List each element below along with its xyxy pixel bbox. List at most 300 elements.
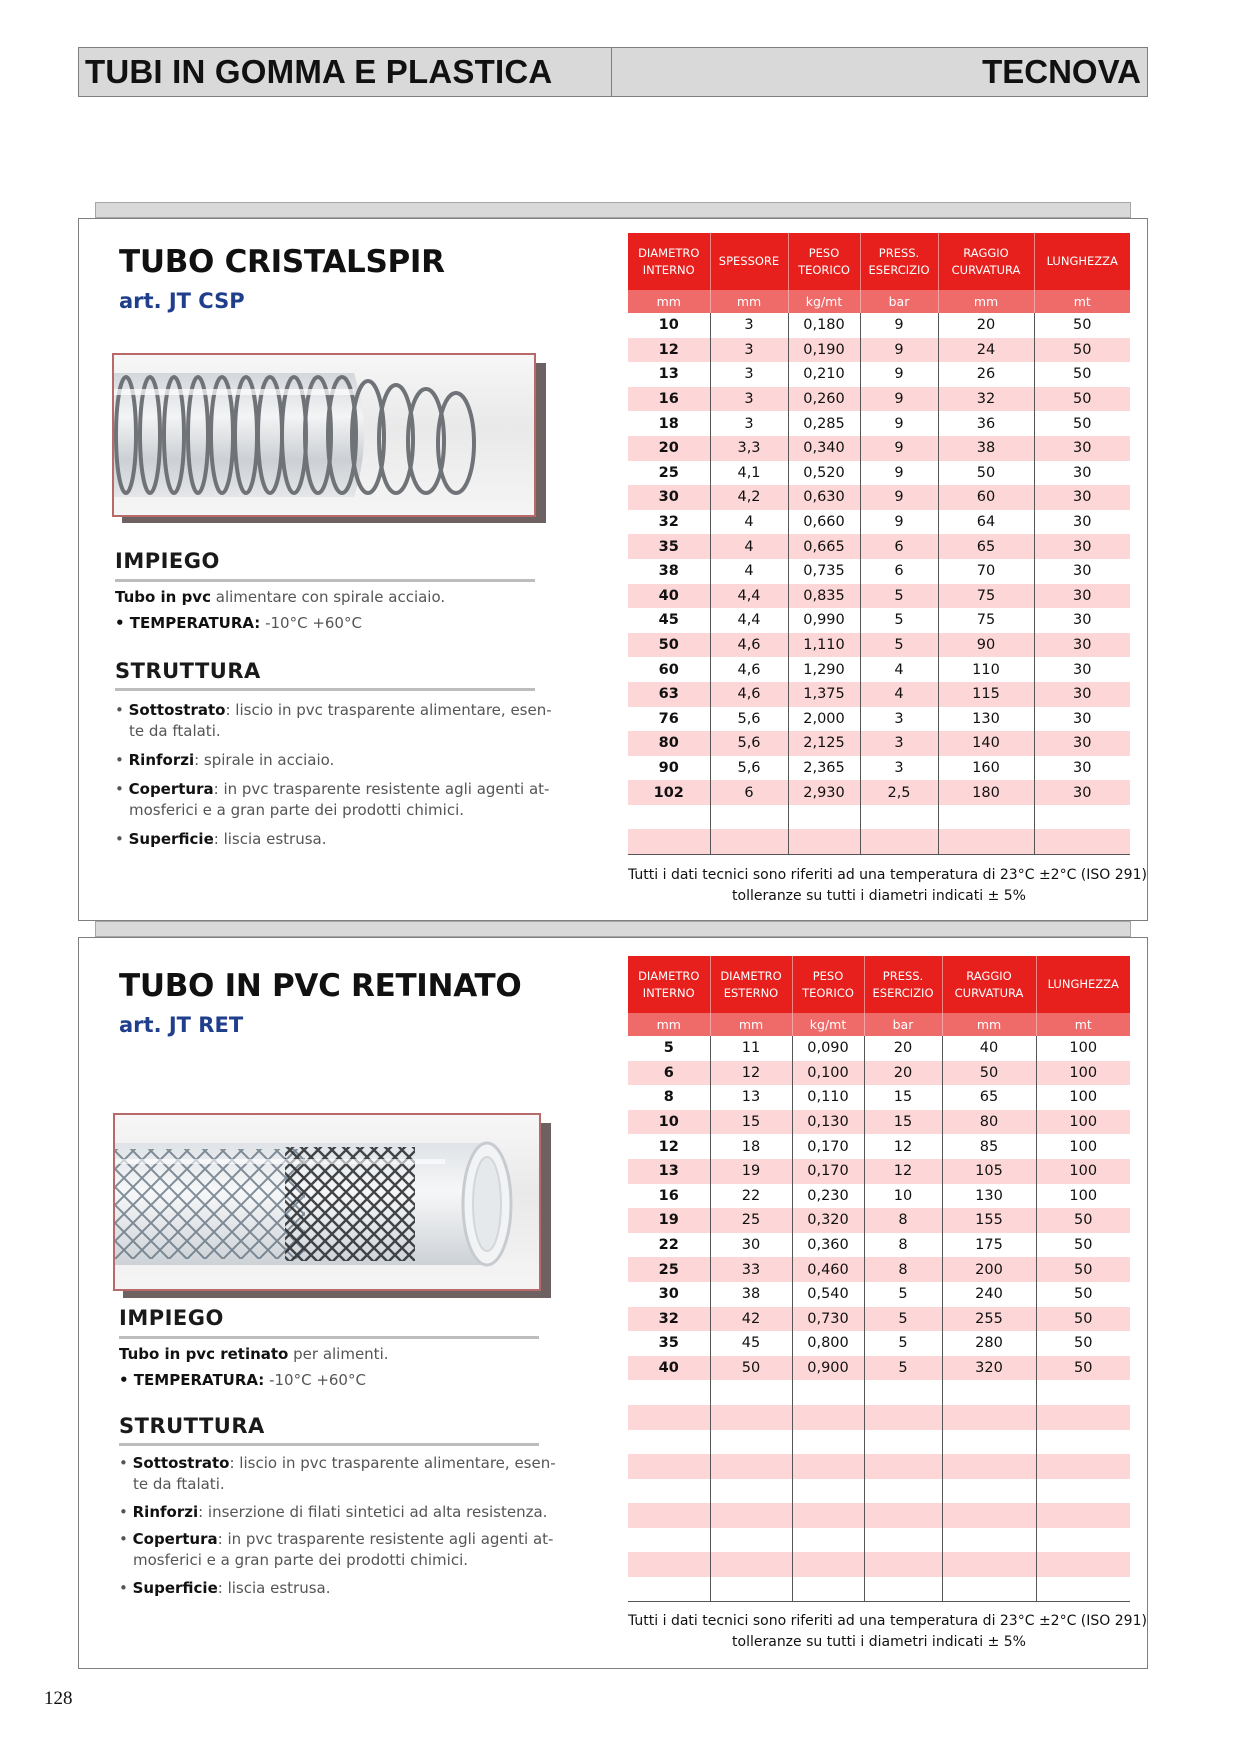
table-cell: 30 (628, 1282, 710, 1307)
table-cell: 2,365 (788, 756, 860, 781)
struttura-item: • Copertura: in pvc trasparente resistente agli agenti at- (115, 780, 550, 798)
unit-cell: mm (938, 290, 1034, 313)
table-cell: 100 (1036, 1134, 1130, 1159)
table-cell: 90 (938, 633, 1034, 658)
table-cell (1036, 1479, 1130, 1504)
table-cell: 0,260 (788, 387, 860, 412)
table-cell (710, 1380, 792, 1405)
table-cell: 4 (860, 682, 938, 707)
table-cell (1034, 805, 1130, 830)
table-row (628, 1454, 1130, 1479)
table-row (628, 411, 1130, 436)
table-cell (942, 1405, 1036, 1430)
table-cell: 1,375 (788, 682, 860, 707)
col-header-lunghezza: LUNGHEZZA (1034, 233, 1130, 290)
table-row (628, 707, 1130, 732)
table-row (628, 780, 1130, 805)
table-row (628, 584, 1130, 609)
category-title: TUBI IN GOMMA E PLASTICA (79, 48, 612, 96)
table-row (628, 1380, 1130, 1405)
table-cell: 180 (938, 780, 1034, 805)
table-cell: 40 (628, 584, 710, 609)
table-cell: 0,190 (788, 338, 860, 363)
table-cell: 13 (628, 362, 710, 387)
table-cell: 0,990 (788, 608, 860, 633)
table-cell: 85 (942, 1134, 1036, 1159)
table-cell: 80 (628, 731, 710, 756)
table-cell (1034, 829, 1130, 854)
section-divider (115, 579, 535, 582)
unit-cell: bar (864, 1013, 942, 1036)
table-cell: 9 (860, 510, 938, 535)
spiral-hose-icon (114, 355, 534, 515)
table-cell (628, 1503, 710, 1528)
table-cell (1036, 1430, 1130, 1455)
table-cell: 110 (938, 657, 1034, 682)
table-cell: 12 (864, 1159, 942, 1184)
table-cell (864, 1405, 942, 1430)
table-cell: 8 (864, 1208, 942, 1233)
table-cell (864, 1454, 942, 1479)
table-cell: 30 (1034, 756, 1130, 781)
braided-hose-icon (115, 1115, 539, 1289)
section-divider (119, 1443, 539, 1446)
table-cell: 8 (628, 1085, 710, 1110)
product-panel-2 (78, 937, 1148, 1669)
struttura-item-cont: te da ftalati. (133, 1475, 225, 1493)
table-row (628, 1577, 1130, 1602)
table-row (628, 313, 1130, 338)
table-cell: 30 (1034, 485, 1130, 510)
table-row (628, 1134, 1130, 1159)
table-cell: 50 (938, 461, 1034, 486)
struttura-item: • Sottostrato: liscio in pvc trasparente alimentare, esen- (115, 701, 552, 719)
col-header-diametro-interno: DIAMETRO INTERNO (628, 956, 710, 1013)
table-row (628, 1479, 1130, 1504)
page-number: 128 (44, 1688, 73, 1709)
table-cell: 50 (1036, 1208, 1130, 1233)
table-row (628, 657, 1130, 682)
unit-cell: mm (628, 1013, 710, 1036)
impiego-text: Tubo in pvc alimentare con spirale acciaio. (115, 588, 446, 606)
table-cell: 50 (1034, 387, 1130, 412)
table-row (628, 534, 1130, 559)
table-cell: 45 (710, 1331, 792, 1356)
table-cell: 33 (710, 1257, 792, 1282)
page-header (78, 47, 1148, 97)
table-cell: 20 (864, 1036, 942, 1061)
table-cell: 30 (1034, 707, 1130, 732)
table-cell: 3 (710, 362, 788, 387)
table-row (628, 1036, 1130, 1061)
table-cell: 2,000 (788, 707, 860, 732)
table-row (628, 1282, 1130, 1307)
table-cell: 0,285 (788, 411, 860, 436)
table-cell (628, 1552, 710, 1577)
table-row (628, 1430, 1130, 1455)
table-row (628, 1159, 1130, 1184)
table-cell (628, 1454, 710, 1479)
table-cell: 280 (942, 1331, 1036, 1356)
col-header-raggio: RAGGIO CURVATURA (942, 956, 1036, 1013)
table-cell: 255 (942, 1307, 1036, 1332)
col-header-raggio: RAGGIO CURVATURA (938, 233, 1034, 290)
table-cell: 3 (710, 387, 788, 412)
table-cell: 4,1 (710, 461, 788, 486)
table-cell: 20 (628, 436, 710, 461)
table-cell: 90 (628, 756, 710, 781)
struttura-item: • Superficie: liscia estrusa. (115, 830, 327, 848)
table-cell: 5 (860, 608, 938, 633)
table-cell: 20 (864, 1061, 942, 1086)
table-cell: 9 (860, 436, 938, 461)
table-cell (1036, 1552, 1130, 1577)
table-cell: 50 (710, 1356, 792, 1381)
table-cell: 8 (864, 1257, 942, 1282)
table-cell: 13 (710, 1085, 792, 1110)
table-cell: 0,540 (792, 1282, 864, 1307)
impiego-heading: IMPIEGO (119, 1306, 224, 1330)
table-cell: 9 (860, 387, 938, 412)
table-cell: 9 (860, 411, 938, 436)
table-cell: 50 (1036, 1331, 1130, 1356)
table-cell (710, 1454, 792, 1479)
table-row (628, 510, 1130, 535)
table-cell: 105 (942, 1159, 1036, 1184)
table-cell (942, 1528, 1036, 1553)
table-cell: 50 (1036, 1257, 1130, 1282)
table-cell (792, 1528, 864, 1553)
table-cell: 4,6 (710, 657, 788, 682)
table-cell (710, 1503, 792, 1528)
impiego-heading: IMPIEGO (115, 549, 220, 573)
table-cell (710, 805, 788, 830)
table-cell: 2,5 (860, 780, 938, 805)
table-cell: 200 (942, 1257, 1036, 1282)
table-row (628, 1257, 1130, 1282)
table-cell: 155 (942, 1208, 1036, 1233)
table-cell: 4,2 (710, 485, 788, 510)
table-cell (628, 1430, 710, 1455)
table-cell: 50 (628, 633, 710, 658)
table-cell (710, 1577, 792, 1602)
col-header-lunghezza: LUNGHEZZA (1036, 956, 1130, 1013)
table-cell: 5 (860, 584, 938, 609)
table-cell: 63 (628, 682, 710, 707)
col-header-diametro-interno: DIAMETRO INTERNO (628, 233, 710, 290)
table-cell (942, 1380, 1036, 1405)
table-cell: 100 (1036, 1184, 1130, 1209)
table-cell: 100 (1036, 1061, 1130, 1086)
table-cell: 0,100 (792, 1061, 864, 1086)
table-row (628, 1061, 1130, 1086)
table-cell: 3 (860, 731, 938, 756)
unit-cell: mt (1036, 1013, 1130, 1036)
table-row (628, 1528, 1130, 1553)
table-cell: 5 (628, 1036, 710, 1061)
table-cell: 30 (1034, 731, 1130, 756)
table-cell: 4,6 (710, 682, 788, 707)
table-cell (942, 1503, 1036, 1528)
spec-table (628, 233, 1130, 855)
brand-name: TECNOVA (982, 53, 1141, 90)
table-cell: 0,460 (792, 1257, 864, 1282)
table-cell: 30 (628, 485, 710, 510)
table-cell: 60 (628, 657, 710, 682)
table-note: Tutti i dati tecnici sono riferiti ad una temperatura di 23°C ±2°C (ISO 291) tolleranze su tutti i diametri indicati ± 5% (628, 1613, 1147, 1650)
table-cell: 115 (938, 682, 1034, 707)
table-cell: 100 (1036, 1036, 1130, 1061)
table-cell: 30 (1034, 584, 1130, 609)
table-cell: 3,3 (710, 436, 788, 461)
table-cell: 140 (938, 731, 1034, 756)
table-row (628, 1110, 1130, 1135)
table-cell: 30 (710, 1233, 792, 1258)
struttura-heading: STRUTTURA (115, 659, 261, 683)
table-cell (710, 829, 788, 854)
table-cell (792, 1479, 864, 1504)
product-panel-1 (78, 218, 1148, 921)
table-cell: 240 (942, 1282, 1036, 1307)
table-cell: 19 (710, 1159, 792, 1184)
section-divider (115, 688, 535, 691)
table-cell (710, 1405, 792, 1430)
table-cell: 5 (864, 1282, 942, 1307)
col-header-spessore: SPESSORE (710, 233, 788, 290)
table-row (628, 608, 1130, 633)
table-cell: 65 (942, 1085, 1036, 1110)
table-cell: 4 (710, 534, 788, 559)
table-cell: 160 (938, 756, 1034, 781)
table-cell: 30 (1034, 633, 1130, 658)
table-cell: 0,665 (788, 534, 860, 559)
table-cell: 25 (628, 1257, 710, 1282)
table-cell: 9 (860, 338, 938, 363)
table-cell: 32 (628, 1307, 710, 1332)
table-cell: 0,090 (792, 1036, 864, 1061)
table-cell: 50 (1036, 1356, 1130, 1381)
table-cell (628, 1479, 710, 1504)
table-cell: 30 (1034, 534, 1130, 559)
product-article: art. JT CSP (119, 289, 245, 313)
table-cell: 320 (942, 1356, 1036, 1381)
table-cell (942, 1479, 1036, 1504)
table-cell: 9 (860, 362, 938, 387)
table-cell: 30 (1034, 608, 1130, 633)
table-row (628, 362, 1130, 387)
table-cell (792, 1405, 864, 1430)
table-row (628, 1356, 1130, 1381)
impiego-text: Tubo in pvc retinato per alimenti. (119, 1345, 389, 1363)
table-cell (864, 1380, 942, 1405)
table-cell: 42 (710, 1307, 792, 1332)
table-cell: 25 (710, 1208, 792, 1233)
units-row (628, 1013, 1130, 1036)
table-row (628, 461, 1130, 486)
table-cell: 3 (710, 411, 788, 436)
struttura-heading: STRUTTURA (119, 1414, 265, 1438)
section-divider (119, 1336, 539, 1339)
table-row (628, 1552, 1130, 1577)
struttura-item: • Copertura: in pvc trasparente resistente agli agenti at- (119, 1530, 554, 1548)
table-cell: 32 (938, 387, 1034, 412)
table-row (628, 1233, 1130, 1258)
table-cell: 45 (628, 608, 710, 633)
table-row (628, 805, 1130, 830)
table-cell (1036, 1528, 1130, 1553)
table-cell: 2,930 (788, 780, 860, 805)
table-cell: 50 (1036, 1307, 1130, 1332)
table-cell (710, 1479, 792, 1504)
table-cell: 1,110 (788, 633, 860, 658)
table-cell: 6 (860, 534, 938, 559)
table-cell: 40 (942, 1036, 1036, 1061)
table-cell: 15 (864, 1085, 942, 1110)
col-header-pressione: PRESS. ESERCIZIO (864, 956, 942, 1013)
table-cell: 0,900 (792, 1356, 864, 1381)
table-cell (1036, 1454, 1130, 1479)
table-cell (942, 1454, 1036, 1479)
unit-cell: kg/mt (788, 290, 860, 313)
table-cell: 5,6 (710, 731, 788, 756)
table-cell: 64 (938, 510, 1034, 535)
table-cell: 0,180 (788, 313, 860, 338)
table-cell: 30 (1034, 510, 1130, 535)
table-cell: 4,4 (710, 608, 788, 633)
table-cell: 3 (710, 338, 788, 363)
table-cell: 3 (860, 756, 938, 781)
table-cell: 36 (938, 411, 1034, 436)
table-cell: 0,110 (792, 1085, 864, 1110)
struttura-item: • Rinforzi: spirale in acciaio. (115, 751, 335, 769)
units-row (628, 290, 1130, 313)
col-header-peso: PESO TEORICO (788, 233, 860, 290)
table-cell (938, 829, 1034, 854)
product-article: art. JT RET (119, 1013, 244, 1037)
table-cell (860, 829, 938, 854)
table-cell: 15 (864, 1110, 942, 1135)
table-cell: 38 (938, 436, 1034, 461)
table-cell: 0,660 (788, 510, 860, 535)
table-cell: 19 (628, 1208, 710, 1233)
table-cell (788, 805, 860, 830)
unit-cell: bar (860, 290, 938, 313)
table-cell (864, 1503, 942, 1528)
table-cell: 4 (860, 657, 938, 682)
table-row (628, 1184, 1130, 1209)
table-cell: 0,170 (792, 1134, 864, 1159)
header-row (628, 233, 1130, 290)
unit-cell: mm (710, 1013, 792, 1036)
table-cell: 15 (710, 1110, 792, 1135)
table-cell (710, 1528, 792, 1553)
table-cell: 35 (628, 1331, 710, 1356)
table-cell: 30 (1034, 682, 1130, 707)
table-cell (792, 1552, 864, 1577)
table-cell (792, 1577, 864, 1602)
table-cell (710, 1552, 792, 1577)
table-row (628, 731, 1130, 756)
table-cell: 65 (938, 534, 1034, 559)
table-cell (864, 1528, 942, 1553)
table-cell: 75 (938, 608, 1034, 633)
table-row (628, 387, 1130, 412)
table-cell (710, 1430, 792, 1455)
table-row (628, 338, 1130, 363)
table-cell: 4,6 (710, 633, 788, 658)
table-cell (942, 1430, 1036, 1455)
table-cell: 50 (1036, 1233, 1130, 1258)
table-cell: 5 (860, 633, 938, 658)
struttura-item-cont: mosferici e a gran parte dei prodotti chimici. (129, 801, 465, 819)
table-cell: 5 (864, 1331, 942, 1356)
table-cell: 5,6 (710, 707, 788, 732)
table-cell: 22 (710, 1184, 792, 1209)
table-cell: 2,125 (788, 731, 860, 756)
table-cell: 0,835 (788, 584, 860, 609)
table-cell: 75 (938, 584, 1034, 609)
header-row (628, 956, 1130, 1013)
table-cell: 12 (628, 338, 710, 363)
table-row (628, 682, 1130, 707)
table-cell (628, 1380, 710, 1405)
product-title: TUBO CRISTALSPIR (119, 244, 445, 280)
table-cell: 4 (710, 559, 788, 584)
table-row (628, 1331, 1130, 1356)
table-cell (1036, 1577, 1130, 1602)
table-cell: 0,230 (792, 1184, 864, 1209)
table-cell: 100 (1036, 1085, 1130, 1110)
table-cell: 18 (710, 1134, 792, 1159)
table-cell: 0,130 (792, 1110, 864, 1135)
table-cell: 0,800 (792, 1331, 864, 1356)
table-cell: 0,730 (792, 1307, 864, 1332)
table-cell: 9 (860, 313, 938, 338)
col-header-diametro-esterno: DIAMETRO ESTERNO (710, 956, 792, 1013)
table-cell: 8 (864, 1233, 942, 1258)
table-cell: 0,320 (792, 1208, 864, 1233)
table-cell: 24 (938, 338, 1034, 363)
table-cell: 22 (628, 1233, 710, 1258)
table-row (628, 1307, 1130, 1332)
table-cell: 12 (864, 1134, 942, 1159)
struttura-item: • Superficie: liscia estrusa. (119, 1579, 331, 1597)
temperature-text: • TEMPERATURA: -10°C +60°C (115, 614, 362, 632)
table-cell (864, 1430, 942, 1455)
table-cell: 20 (938, 313, 1034, 338)
table-cell: 32 (628, 510, 710, 535)
table-cell: 175 (942, 1233, 1036, 1258)
product-title: TUBO IN PVC RETINATO (119, 968, 522, 1004)
table-cell: 18 (628, 411, 710, 436)
table-cell: 4,4 (710, 584, 788, 609)
table-cell: 9 (860, 485, 938, 510)
table-cell: 50 (1036, 1282, 1130, 1307)
table-cell: 3 (860, 707, 938, 732)
table-cell: 5,6 (710, 756, 788, 781)
table-cell: 9 (860, 461, 938, 486)
table-row (628, 485, 1130, 510)
unit-cell: mm (710, 290, 788, 313)
table-cell: 0,630 (788, 485, 860, 510)
table-cell: 10 (628, 313, 710, 338)
struttura-item-cont: te da ftalati. (129, 722, 221, 740)
table-cell: 30 (1034, 657, 1130, 682)
table-cell: 25 (628, 461, 710, 486)
table-cell (860, 805, 938, 830)
table-cell: 38 (710, 1282, 792, 1307)
table-row (628, 1405, 1130, 1430)
